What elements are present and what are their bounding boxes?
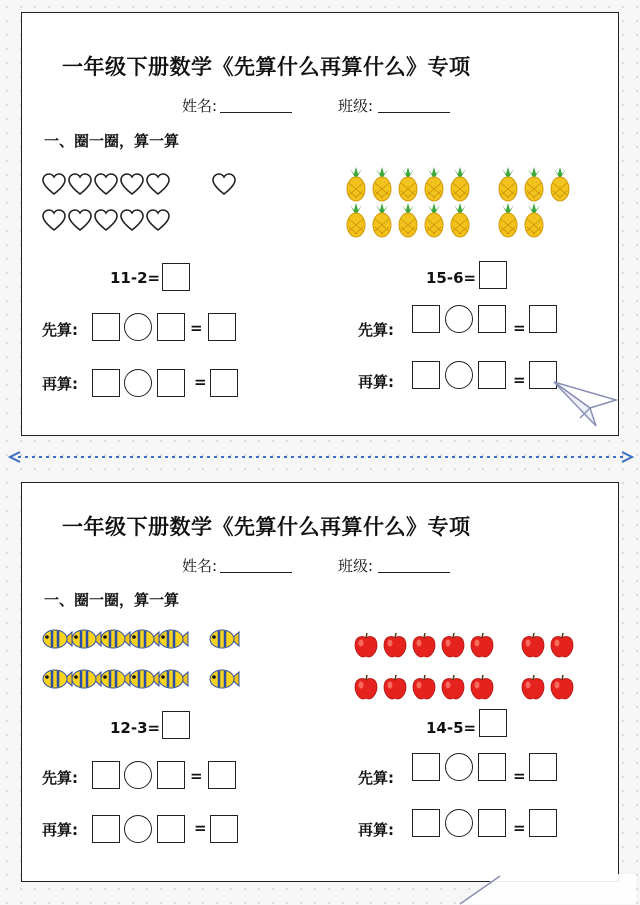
apple-picture <box>384 675 406 699</box>
pineapple-picture <box>399 167 417 201</box>
fish-picture <box>130 630 159 648</box>
then-num1-box[interactable] <box>92 369 120 397</box>
first-step-label: 先算: <box>42 321 78 339</box>
heart-picture <box>95 210 117 230</box>
fish-picture <box>159 670 188 688</box>
heart-pictures <box>42 169 242 239</box>
fish-picture <box>43 630 72 648</box>
apple-picture <box>384 633 406 657</box>
paper-plane-icon <box>440 866 640 905</box>
pineapple-picture <box>399 203 417 237</box>
then-operator-circle[interactable] <box>445 361 473 389</box>
section-heading: 一、圈一圈，算一算 <box>44 591 180 609</box>
class-label: 班级: <box>338 557 374 575</box>
pineapple-picture <box>347 203 365 237</box>
left-equation: 11-2= <box>110 269 161 287</box>
equals-sign: = <box>190 319 203 337</box>
first-step-label: 先算: <box>42 769 78 787</box>
apple-picture <box>471 633 493 657</box>
fish-picture <box>210 630 239 648</box>
first-num1-box[interactable] <box>92 761 120 789</box>
pineapple-picture <box>525 203 543 237</box>
equals-sign: = <box>513 767 526 785</box>
name-field[interactable] <box>220 572 292 573</box>
equals-sign: = <box>513 819 526 837</box>
fish-picture <box>130 670 159 688</box>
apple-picture <box>413 675 435 699</box>
then-num2-box[interactable] <box>157 369 185 397</box>
pineapple-picture <box>525 167 543 201</box>
then-num2-box[interactable] <box>478 361 506 389</box>
then-result-box[interactable] <box>210 815 238 843</box>
apple-picture <box>522 675 544 699</box>
paper-plane-icon <box>550 378 620 434</box>
heart-picture <box>213 174 235 194</box>
heart-picture <box>69 174 91 194</box>
equals-sign: = <box>513 319 526 337</box>
name-label: 姓名: <box>182 97 218 115</box>
first-operator-circle[interactable] <box>445 753 473 781</box>
pineapple-picture <box>499 203 517 237</box>
then-num1-box[interactable] <box>92 815 120 843</box>
first-step-label: 先算: <box>358 321 394 339</box>
first-num1-box[interactable] <box>412 305 440 333</box>
name-field[interactable] <box>220 112 292 113</box>
right-answer-box[interactable] <box>479 709 507 737</box>
dashed-divider <box>8 450 634 464</box>
then-num1-box[interactable] <box>412 361 440 389</box>
fish-picture <box>72 670 101 688</box>
apple-picture <box>551 633 573 657</box>
left-answer-box[interactable] <box>162 711 190 739</box>
apple-picture <box>355 675 377 699</box>
first-num2-box[interactable] <box>157 761 185 789</box>
first-result-box[interactable] <box>208 761 236 789</box>
apple-picture <box>442 633 464 657</box>
apple-picture <box>442 675 464 699</box>
worksheet-1 <box>21 12 619 436</box>
apple-picture <box>355 633 377 657</box>
then-step-label: 再算: <box>358 373 394 391</box>
pineapple-pictures <box>344 163 584 247</box>
apple-picture <box>471 675 493 699</box>
then-operator-circle[interactable] <box>124 815 152 843</box>
pineapple-picture <box>373 203 391 237</box>
equals-sign: = <box>194 819 207 837</box>
then-result-box[interactable] <box>529 809 557 837</box>
pineapple-picture <box>451 203 469 237</box>
heart-picture <box>69 210 91 230</box>
pineapple-picture <box>425 203 443 237</box>
left-answer-box[interactable] <box>162 263 190 291</box>
first-num1-box[interactable] <box>412 753 440 781</box>
class-field[interactable] <box>378 112 450 113</box>
class-label: 班级: <box>338 97 374 115</box>
fish-pictures <box>42 623 282 703</box>
left-equation: 12-3= <box>110 719 161 737</box>
first-step-label: 先算: <box>358 769 394 787</box>
section-heading: 一、圈一圈，算一算 <box>44 132 180 150</box>
heart-picture <box>43 174 65 194</box>
right-equation: 15-6= <box>426 269 477 287</box>
heart-picture <box>121 210 143 230</box>
first-num2-box[interactable] <box>157 313 185 341</box>
pineapple-picture <box>551 167 569 201</box>
worksheet-2 <box>21 482 619 882</box>
pineapple-picture <box>373 167 391 201</box>
then-operator-circle[interactable] <box>124 369 152 397</box>
worksheet-title: 一年级下册数学《先算什么再算什么》专项 <box>62 55 471 79</box>
fish-picture <box>101 670 130 688</box>
apple-pictures <box>354 629 594 703</box>
first-result-box[interactable] <box>208 313 236 341</box>
then-num2-box[interactable] <box>157 815 185 843</box>
fish-picture <box>159 630 188 648</box>
then-num1-box[interactable] <box>412 809 440 837</box>
heart-picture <box>147 210 169 230</box>
first-operator-circle[interactable] <box>124 313 152 341</box>
fish-picture <box>210 670 239 688</box>
heart-picture <box>121 174 143 194</box>
class-field[interactable] <box>378 572 450 573</box>
equals-sign: = <box>513 371 526 389</box>
first-num1-box[interactable] <box>92 313 120 341</box>
first-result-box[interactable] <box>529 305 557 333</box>
heart-picture <box>43 210 65 230</box>
pineapple-picture <box>499 167 517 201</box>
apple-picture <box>522 633 544 657</box>
then-step-label: 再算: <box>42 821 78 839</box>
first-num2-box[interactable] <box>478 305 506 333</box>
name-label: 姓名: <box>182 557 218 575</box>
equals-sign: = <box>194 373 207 391</box>
fish-picture <box>72 630 101 648</box>
worksheet-title: 一年级下册数学《先算什么再算什么》专项 <box>62 515 471 539</box>
first-result-box[interactable] <box>529 753 557 781</box>
fish-picture <box>43 670 72 688</box>
apple-picture <box>413 633 435 657</box>
pineapple-picture <box>425 167 443 201</box>
apple-picture <box>551 675 573 699</box>
pineapple-picture <box>451 167 469 201</box>
heart-picture <box>95 174 117 194</box>
heart-picture <box>147 174 169 194</box>
then-result-box[interactable] <box>210 369 238 397</box>
then-operator-circle[interactable] <box>445 809 473 837</box>
equals-sign: = <box>190 767 203 785</box>
pineapple-picture <box>347 167 365 201</box>
fish-picture <box>101 630 130 648</box>
first-operator-circle[interactable] <box>445 305 473 333</box>
then-num2-box[interactable] <box>478 809 506 837</box>
right-answer-box[interactable] <box>479 261 507 289</box>
right-equation: 14-5= <box>426 719 477 737</box>
then-step-label: 再算: <box>42 375 78 393</box>
first-num2-box[interactable] <box>478 753 506 781</box>
then-step-label: 再算: <box>358 821 394 839</box>
first-operator-circle[interactable] <box>124 761 152 789</box>
